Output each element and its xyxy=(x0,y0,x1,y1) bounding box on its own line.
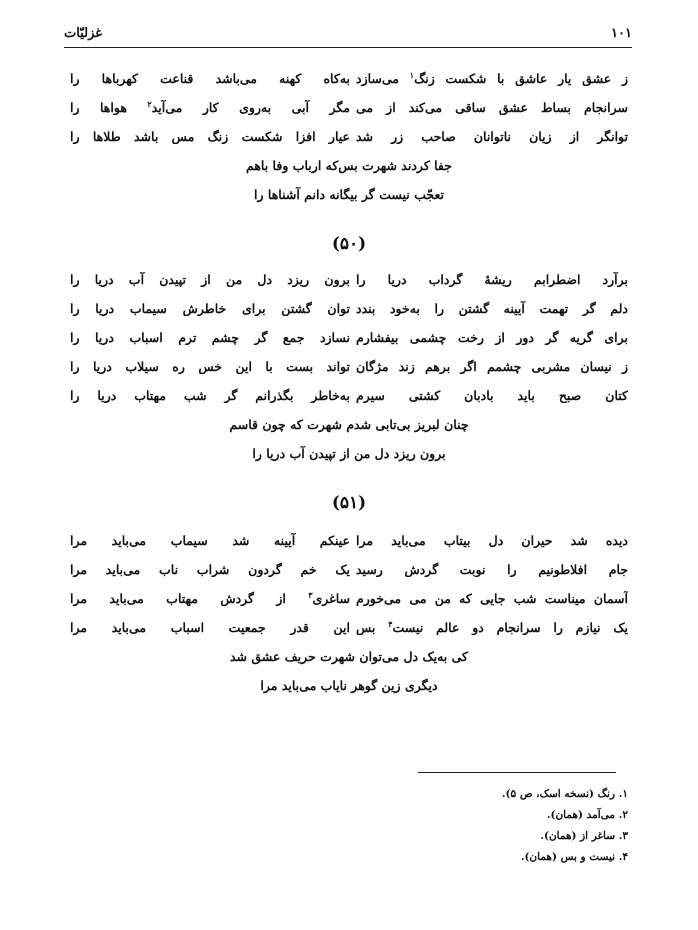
hemistich-first: یک نیازم را سرانجام دو عالم نیست$^۴$ بس xyxy=(356,620,628,635)
poem-continuation xyxy=(70,64,628,209)
poem-51 xyxy=(70,526,628,700)
hemistich-first: ز عشق یار عاشق با شکست زنگ$^۱$ می‌سازد xyxy=(356,71,628,86)
closing-line: تعجّب نیست گر بیگانه دانم آشناها را xyxy=(254,187,444,202)
page-number: ۱۰۱ xyxy=(611,25,632,41)
footnotes xyxy=(298,784,628,868)
footnote-marker: ۲ xyxy=(147,100,152,109)
footnote-marker: ۴ xyxy=(388,620,393,629)
couplet xyxy=(70,584,628,613)
hemistich-first: آسمان میناست شب جایی که من می می‌خورم xyxy=(356,591,628,606)
closing-line: چنان لبریز بی‌تابی شدم شهرت که چون قاسم xyxy=(229,417,469,432)
hemistich-first: برای گریه گر دور از رخت چشمی بیفشارم xyxy=(356,330,628,345)
hemistich-first: سرانجام بساط عشق ساقی می‌کند از می xyxy=(356,100,628,115)
couplet xyxy=(70,122,628,151)
section-title: غزلیّات xyxy=(64,25,103,41)
footnote: ۱. رنگ (نسخه اسک، ص ۵). xyxy=(501,788,628,800)
hemistich-first: برآرد اضطرابم ریشهٔ گرداب دریا را xyxy=(356,272,628,287)
couplet xyxy=(70,294,628,323)
header-rule xyxy=(64,47,632,48)
closing-line: دیگری زین گوهر نایاب می‌باید مرا xyxy=(260,678,438,693)
footnote-marker: ۳ xyxy=(308,591,313,600)
hemistich-second: این قدر جمعیت اسباب می‌باید مرا xyxy=(70,620,350,635)
footnote-rule xyxy=(418,772,616,773)
hemistich-first: دلم گر تهمت آیینه گشتن را به‌خود بندد xyxy=(356,301,628,316)
running-head xyxy=(64,22,632,44)
poem-number: (۵۰) xyxy=(331,234,367,254)
poem-number: (۵۱) xyxy=(331,493,367,513)
couplet xyxy=(70,352,628,381)
hemistich-second: توان گشتن برای خاطرش سیماب دریا را xyxy=(70,301,350,316)
hemistich-second: به‌خاطر بگذرانم گر شب مهتاب دریا را xyxy=(70,388,350,403)
couplet xyxy=(70,323,628,352)
footnote-marker: ۱ xyxy=(409,71,415,80)
hemistich-first: کتان صبح باید بادبان کشتی سیرم xyxy=(356,388,628,403)
hemistich-second: نسازد جمع گر چشم ترم اسباب دریا را xyxy=(70,330,350,345)
footnote: ۲. می‌آمد (همان). xyxy=(546,809,628,821)
hemistich-second: تواند بست با این خس ره سیلاب دریا را xyxy=(70,359,350,374)
hemistich-second: عیار افزا شکست زنگ مس باشد طلاها را xyxy=(70,129,350,144)
couplet xyxy=(70,526,628,555)
footnote: ۳. ساغر از (همان). xyxy=(540,830,628,842)
hemistich-second: عینکم آیینه شد سیماب می‌باید مرا xyxy=(70,533,350,548)
hemistich-first: جام افلاطونیم را نوبت گردش رسید xyxy=(356,562,628,577)
hemistich-first: ز نیسان مشربی چشمم اگر برهم زند مژگان xyxy=(356,359,628,374)
couplet xyxy=(70,555,628,584)
couplet xyxy=(70,381,628,410)
couplet xyxy=(70,613,628,642)
couplet xyxy=(70,93,628,122)
hemistich-first: توانگر از زیان ناتوانان صاحب زر شد xyxy=(356,129,628,144)
hemistich-second: ساغری$^۳$ از گردش مهتاب می‌باید مرا xyxy=(70,591,350,606)
footnote: ۴. نیست و بس (همان). xyxy=(520,851,628,863)
hemistich-second: برون ریزد دل من از تپیدن آب دریا را xyxy=(70,272,350,287)
closing-line: برون ریزد دل من از تپیدن آب دریا را xyxy=(252,446,446,461)
couplet xyxy=(70,265,628,294)
hemistich-second: مگر آبی به‌روی کار می‌آید$^۲$ هواها را xyxy=(70,100,350,115)
hemistich-second: به‌کاه کهنه می‌باشد قناعت کهرباها را xyxy=(70,71,350,86)
hemistich-second: یک خم گردون شراب ناب می‌باید مرا xyxy=(70,562,350,577)
closing-line: کی به‌یک دل می‌توان شهرت حریف عشق شد xyxy=(229,649,469,664)
closing-line: جفا کردند شهرت بس‌که ارباب وفا باهم xyxy=(246,158,452,173)
poem-50 xyxy=(70,265,628,468)
couplet xyxy=(70,64,628,93)
hemistich-first: دیده شد حیران دل بیتاب می‌باید مرا xyxy=(356,533,628,548)
